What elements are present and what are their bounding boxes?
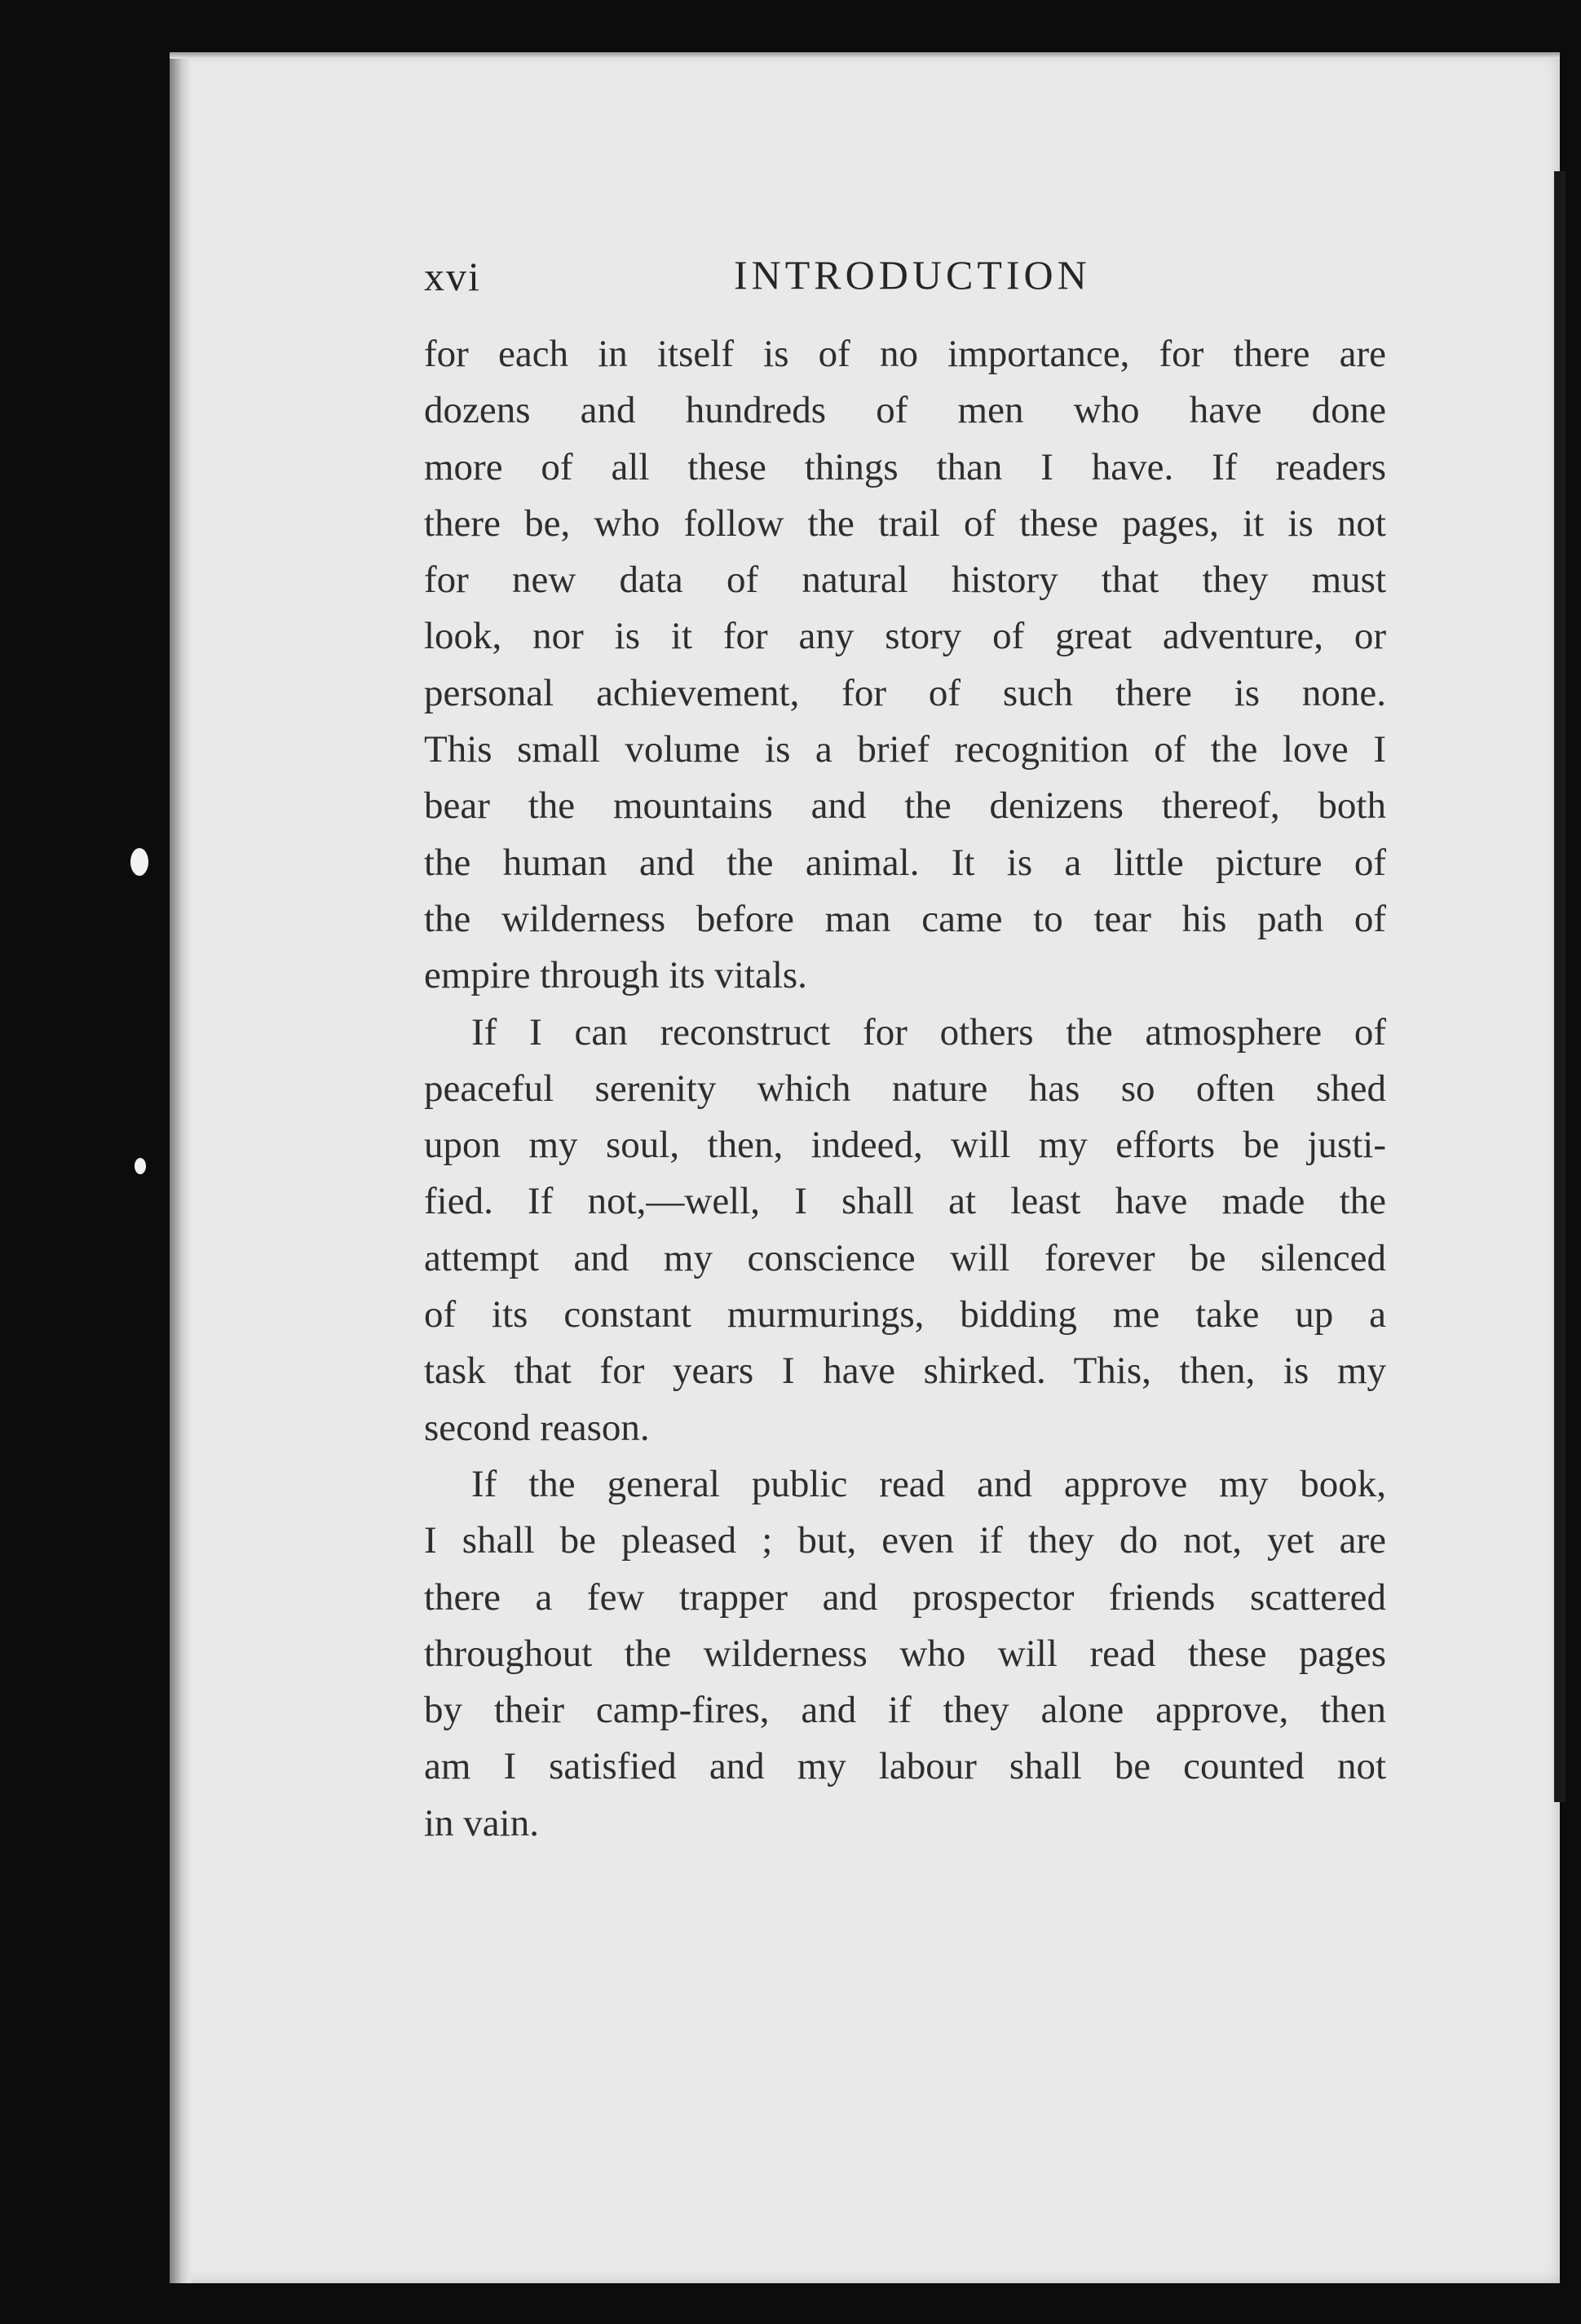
text-line: This small volume is a brief recognition of the love I [424, 728, 1386, 771]
text-line: peaceful serenity which nature has so often shed [424, 1067, 1386, 1110]
text-line: attempt and my conscience will forever be silenced [424, 1236, 1386, 1279]
text-line: by their camp-fires, and if they alone approve, then [424, 1689, 1386, 1732]
text-line: If I can reconstruct for others the atmosphere of [471, 1010, 1386, 1054]
text-line: more of all these things than I have. If readers [424, 445, 1386, 488]
text-line: task that for years I have shirked. This, then, is my [424, 1350, 1386, 1393]
text-line: the human and the animal. It is a little picture of [424, 841, 1386, 884]
text-line: look, nor is it for any story of great adventure, or [424, 615, 1386, 658]
text-line: bear the mountains and the denizens thereof, both [424, 784, 1386, 828]
text-line: the wilderness before man came to tear his path of [424, 897, 1386, 940]
text-line: throughout the wilderness who will read these pages [424, 1632, 1386, 1675]
text-line: there be, who follow the trail of these pages, it is not [424, 501, 1386, 545]
text-line: for each in itself is of no importance, for there are [424, 333, 1386, 375]
body-text [424, 326, 1386, 1852]
text-line: of its constant murmurings, bidding me take up a [424, 1293, 1386, 1337]
scan-speck [130, 848, 148, 876]
text-line: second reason. [424, 1406, 650, 1449]
text-line: fied. If not,—well, I shall at least have made the [424, 1180, 1386, 1223]
page-header [424, 245, 1386, 310]
text-line: If the general public read and approve my book, [471, 1462, 1386, 1505]
text-line: in vain. [424, 1801, 539, 1845]
scan-speck [135, 1158, 146, 1174]
text-line: upon my soul, then, indeed, will my efforts be justi- [424, 1124, 1386, 1167]
text-line: dozens and hundreds of men who have done [424, 389, 1386, 432]
running-title: INTRODUCTION [734, 252, 1091, 298]
text-line: there a few trapper and prospector friends scattered [424, 1575, 1386, 1619]
page-top-edge [170, 52, 1560, 59]
page-gutter-shadow [170, 52, 191, 2283]
right-binding-edge [1554, 171, 1566, 1802]
text-line: personal achievement, for of such there is none. [424, 671, 1386, 714]
text-line: empire through its vitals. [424, 954, 807, 997]
page-number: xvi [424, 254, 481, 299]
text-line: I shall be pleased ; but, even if they do not, yet are [424, 1519, 1386, 1562]
text-line: for new data of natural history that they must [424, 559, 1386, 602]
text-line: am I satisfied and my labour shall be counted not [424, 1745, 1386, 1788]
